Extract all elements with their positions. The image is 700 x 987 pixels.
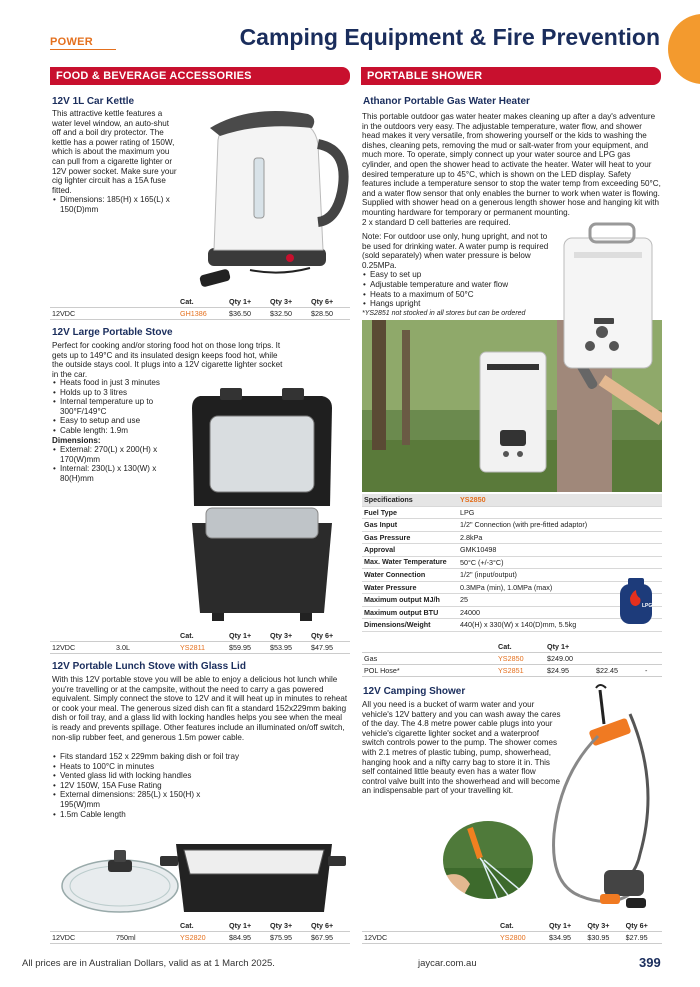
spec-val: 24000 [458,606,662,619]
lunch-bullet: • Vented glass lid with locking handles [60,771,252,781]
th-qty1: Qty 1+ [229,921,252,930]
spec-val: 1/2" (input/output) [458,569,662,582]
th-qty3: Qty 3+ [270,921,293,930]
athanor-logo: ATHANOR [492,366,522,372]
spec-row [362,556,662,569]
heater-description [362,112,662,227]
lunch-bullet: • External dimensions: 285(L) x 150(H) x 195(W)mm [60,790,210,809]
spec-val: 50°C (+/-3°C) [458,556,662,569]
kettle-desc-text: This attractive kettle features a water level window, an auto-shut off and a boil dry protector. The kettle has a power rating of 150W, which is about the maximum you can pull from a cigarette lighter or 12V power socket. Make sure your cig lighter circuit has a 15A fuse fitted. [52,109,177,195]
band-food-beverage: FOOD & BEVERAGE ACCESSORIES [50,67,350,85]
stove-price-table [50,630,350,654]
lunch-stove-image [56,816,352,920]
th-cat: Cat. [498,642,512,651]
kettle-image [190,100,350,295]
spec-val: 0.3MPa (min), 1.0MPa (max) [458,581,662,594]
cell-cat[interactable]: YS2800 [498,932,547,944]
product-title-camping-shower: 12V Camping Shower [363,686,466,697]
page-title: Camping Equipment & Fire Prevention [239,24,660,50]
th [50,296,114,308]
band-portable-shower: PORTABLE SHOWER [361,67,661,85]
stove-desc-text: Perfect for cooking and/or storing food hot on those long trips. It gets up to 149°C and its insulated design keeps food hot, while the outside stays cool. It plugs into a 12V cigarette lighter socket in the car. [52,341,283,379]
th [594,641,643,653]
heater-bullet: • Heats to a maximum of 50°C [370,290,558,300]
cell-cat[interactable]: YS2811 [178,642,227,654]
lpg-cylinder-icon [614,576,658,626]
page-number: 399 [639,955,661,970]
th-qty3: Qty 3+ [270,631,293,640]
product-title-gas-heater: Athanor Portable Gas Water Heater [363,96,530,107]
th [114,920,178,932]
heater-product-image [556,222,664,372]
cell-price: $28.50 [309,308,350,320]
th-qty1: Qty 1+ [547,642,570,651]
cell-price: $24.95 [545,665,594,677]
spec-row [362,544,662,557]
stove-bullet: • Internal temperature up to 300°F/149°C [60,397,174,416]
cell-price: $53.95 [268,642,309,654]
heater-batteries: 2 x standard D cell batteries are required. [362,217,511,227]
stove-bullet: • Heats food in just 3 minutes [60,378,174,388]
cell-size: 3.0L [114,642,178,654]
cell-price: $22.45 [594,665,643,677]
spec-key: Approval [362,544,458,557]
th [114,630,178,642]
shower-price-table [362,920,662,944]
th-qty6: Qty 6+ [311,297,334,306]
cell-variant: Gas [362,653,496,665]
spec-row [362,531,662,544]
cell-price: $59.95 [227,642,268,654]
th-qty6: Qty 6+ [311,631,334,640]
kettle-description [52,109,180,215]
cell-size: 750ml [114,932,178,944]
cell-cat[interactable]: GH1386 [178,308,227,320]
spec-key: Water Connection [362,569,458,582]
section-label: POWER [50,36,94,48]
spec-key: Water Pressure [362,581,458,594]
heater-bullet: • Adjustable temperature and water flow [370,280,558,290]
th-cat: Cat. [180,297,194,306]
lunch-price-table [50,920,350,944]
spec-val: LPG [458,506,662,519]
spec-val: 25 [458,594,662,607]
lunch-bullet: • Heats to 100°C in minutes [60,762,252,772]
th [114,296,178,308]
th-qty3: Qty 3+ [587,921,610,930]
cell-variant: 12VDC [50,932,114,944]
heater-bullet: • Hangs upright [370,299,558,309]
th [643,641,662,653]
spec-key: Gas Input [362,519,458,532]
shower-description [362,700,562,796]
stove-bullet: • Holds up to 3 litres [60,388,174,398]
spec-key: Maximum output MJ/h [362,594,458,607]
th [426,920,498,932]
stove-bullet: • Easy to setup and use [60,416,174,426]
heater-footnote: *YS2851 not stocked in all stores but can be ordered [362,309,526,317]
th-cat: Cat. [180,631,194,640]
heater-price-table [362,641,662,677]
cell-price: $34.95 [547,932,585,944]
cell-price: - [643,665,662,677]
spec-val: 440(H) x 330(W) x 140(D)mm, 5.5kg [458,619,662,632]
lunch-bullet: • 1.5m Cable length [60,810,252,820]
cell-variant: 12VDC [50,308,114,320]
stove-features [52,378,174,484]
spec-key: Max. Water Temperature [362,556,458,569]
spec-key: Fuel Type [362,506,458,519]
cell-price [643,653,662,665]
cell-variant: POL Hose* [362,665,496,677]
cell-variant: 12VDC [50,642,114,654]
stove-dim: • External: 270(L) x 200(H) x 170(W)mm [60,445,174,464]
lunch-description [52,675,350,742]
cell-price: $36.50 [227,308,268,320]
th [362,641,496,653]
cell-price: $84.95 [227,932,268,944]
corner-decoration [668,14,700,84]
stove-image [172,388,352,623]
spec-row [362,519,662,532]
cell-price: $32.50 [268,308,309,320]
spec-header-label: Specifications [362,494,458,506]
heater-bullet: • Easy to set up [370,270,558,280]
footer-price-note: All prices are in Australian Dollars, valid as at 1 March 2025. [22,958,275,969]
th-qty1: Qty 1+ [229,297,252,306]
th-cat: Cat. [180,921,194,930]
lpg-icon-label: LPG [642,603,653,609]
cell-price: $27.95 [624,932,662,944]
cell-price: $47.95 [309,642,350,654]
th-qty6: Qty 6+ [625,921,648,930]
cell-price: $30.95 [585,932,623,944]
th [362,920,426,932]
cell-size [426,932,498,944]
spec-key: Maximum output BTU [362,606,458,619]
spec-header-cat: YS2850 [458,494,662,506]
shower-desc-text: All you need is a bucket of warm water and your vehicle's 12V battery and you can wash away the cares of the day. The 4.8 metre power cable plugs into your vehicle's cigarette lighter socket and a waterproof switch controls power to the pump. The shower comes with 2.1 metres of plastic tubing, pump, showerhead, hanging hook and a nifty carry bag to store it in. This self contained little beauty even has a water flow control valve built into the showerhead and will become an indispensable part of your travelling kit. [362,700,561,796]
th [50,920,114,932]
cell-price: $75.95 [268,932,309,944]
shower-inset-photo [440,818,536,902]
spec-key: Dimensions/Weight [362,619,458,632]
cell-cat[interactable]: YS2850 [496,653,545,665]
th-qty1: Qty 1+ [549,921,572,930]
lunch-bullet: • 12V 150W, 15A Fuse Rating [60,781,252,791]
product-title-kettle: 12V 1L Car Kettle [52,96,135,107]
spec-val: 1/2" Connection (with pre-fitted adaptor) [458,519,662,532]
stove-dim: • Internal: 230(L) x 130(W) x 80(H)mm [60,464,174,483]
stove-dims-label: Dimensions: [52,435,101,445]
spec-row [362,506,662,519]
lunch-desc-text: With this 12V portable stove you will be able to enjoy a delicious hot lunch while you're travelling or at the campsite, without the need to carry a gas powered equivalent. Simply connect the stove to 12V and it will heat up in minutes to reheat or cook your meal. The generous sized dish can fit a standard 152x229mm baking dish or foil tray, and a glass lid with locking handles helps you see when the meal is ready and prevents spillage. Other features include an illuminated on/off switch, non-slip rubber feet, and generous 1.5m power cable. [52,675,348,742]
cell-price: $249.00 [545,653,594,665]
th-cat: Cat. [500,921,514,930]
cell-variant: 12VDC [362,932,426,944]
lunch-features [52,752,252,819]
cell-cat[interactable]: YS2820 [178,932,227,944]
product-title-lunch-stove: 12V Portable Lunch Stove with Glass Lid [52,661,246,672]
spec-val: 2.8kPa [458,531,662,544]
kettle-price-table [50,296,350,320]
cell-price: $67.95 [309,932,350,944]
th-qty6: Qty 6+ [311,921,334,930]
lunch-bullet: • Fits standard 152 x 229mm baking dish or foil tray [60,752,252,762]
spec-key: Gas Pressure [362,531,458,544]
stove-bullet: • Cable length: 1.9m [60,426,174,436]
shower-product-image [540,684,664,920]
th-qty3: Qty 3+ [270,297,293,306]
cell-size [114,308,178,320]
heater-desc-text: This portable outdoor gas water heater makes cleaning up after a day's adventure in the outdoors very easy. The adjustable temperature, water flow, and shower head makes it very versatile, from showering yourself or the kids to washing the dishes, cleaning pets, removing the mud or salt-water from your equipment, and much more. To operate, simply connect up your water source and LPG gas cylinder, and open the shower head to activate the heater. Water will heat to your desired temperature up to 45°C, which is shown on the LED display. Safety features include a temperature sensor to stop the water temp from exceeding 50°C, and a water flow sensor that only enables the burner to work when water is flowing. Supplied with shower head on a generous length shower hose and hanging kit with mounting hardware for temporary or permanent mounting. [362,112,661,217]
footer-website-link[interactable]: jaycar.com.au [418,958,477,969]
kettle-bullet: • Dimensions: 185(H) x 165(L) x 150(D)mm [60,195,180,214]
th-qty1: Qty 1+ [229,631,252,640]
product-title-stove: 12V Large Portable Stove [52,327,173,338]
th [50,630,114,642]
heater-note: Note: For outdoor use only, hung upright, and not to be used for drinking water. A water pump is required (sold separately) when water pressure is below 0.25MPa. [362,232,549,270]
cell-cat[interactable]: YS2851 [496,665,545,677]
cell-price [594,653,643,665]
heater-features [362,232,558,318]
section-underline [50,49,116,50]
spec-val: GMK10498 [458,544,662,557]
stove-description [52,341,284,379]
